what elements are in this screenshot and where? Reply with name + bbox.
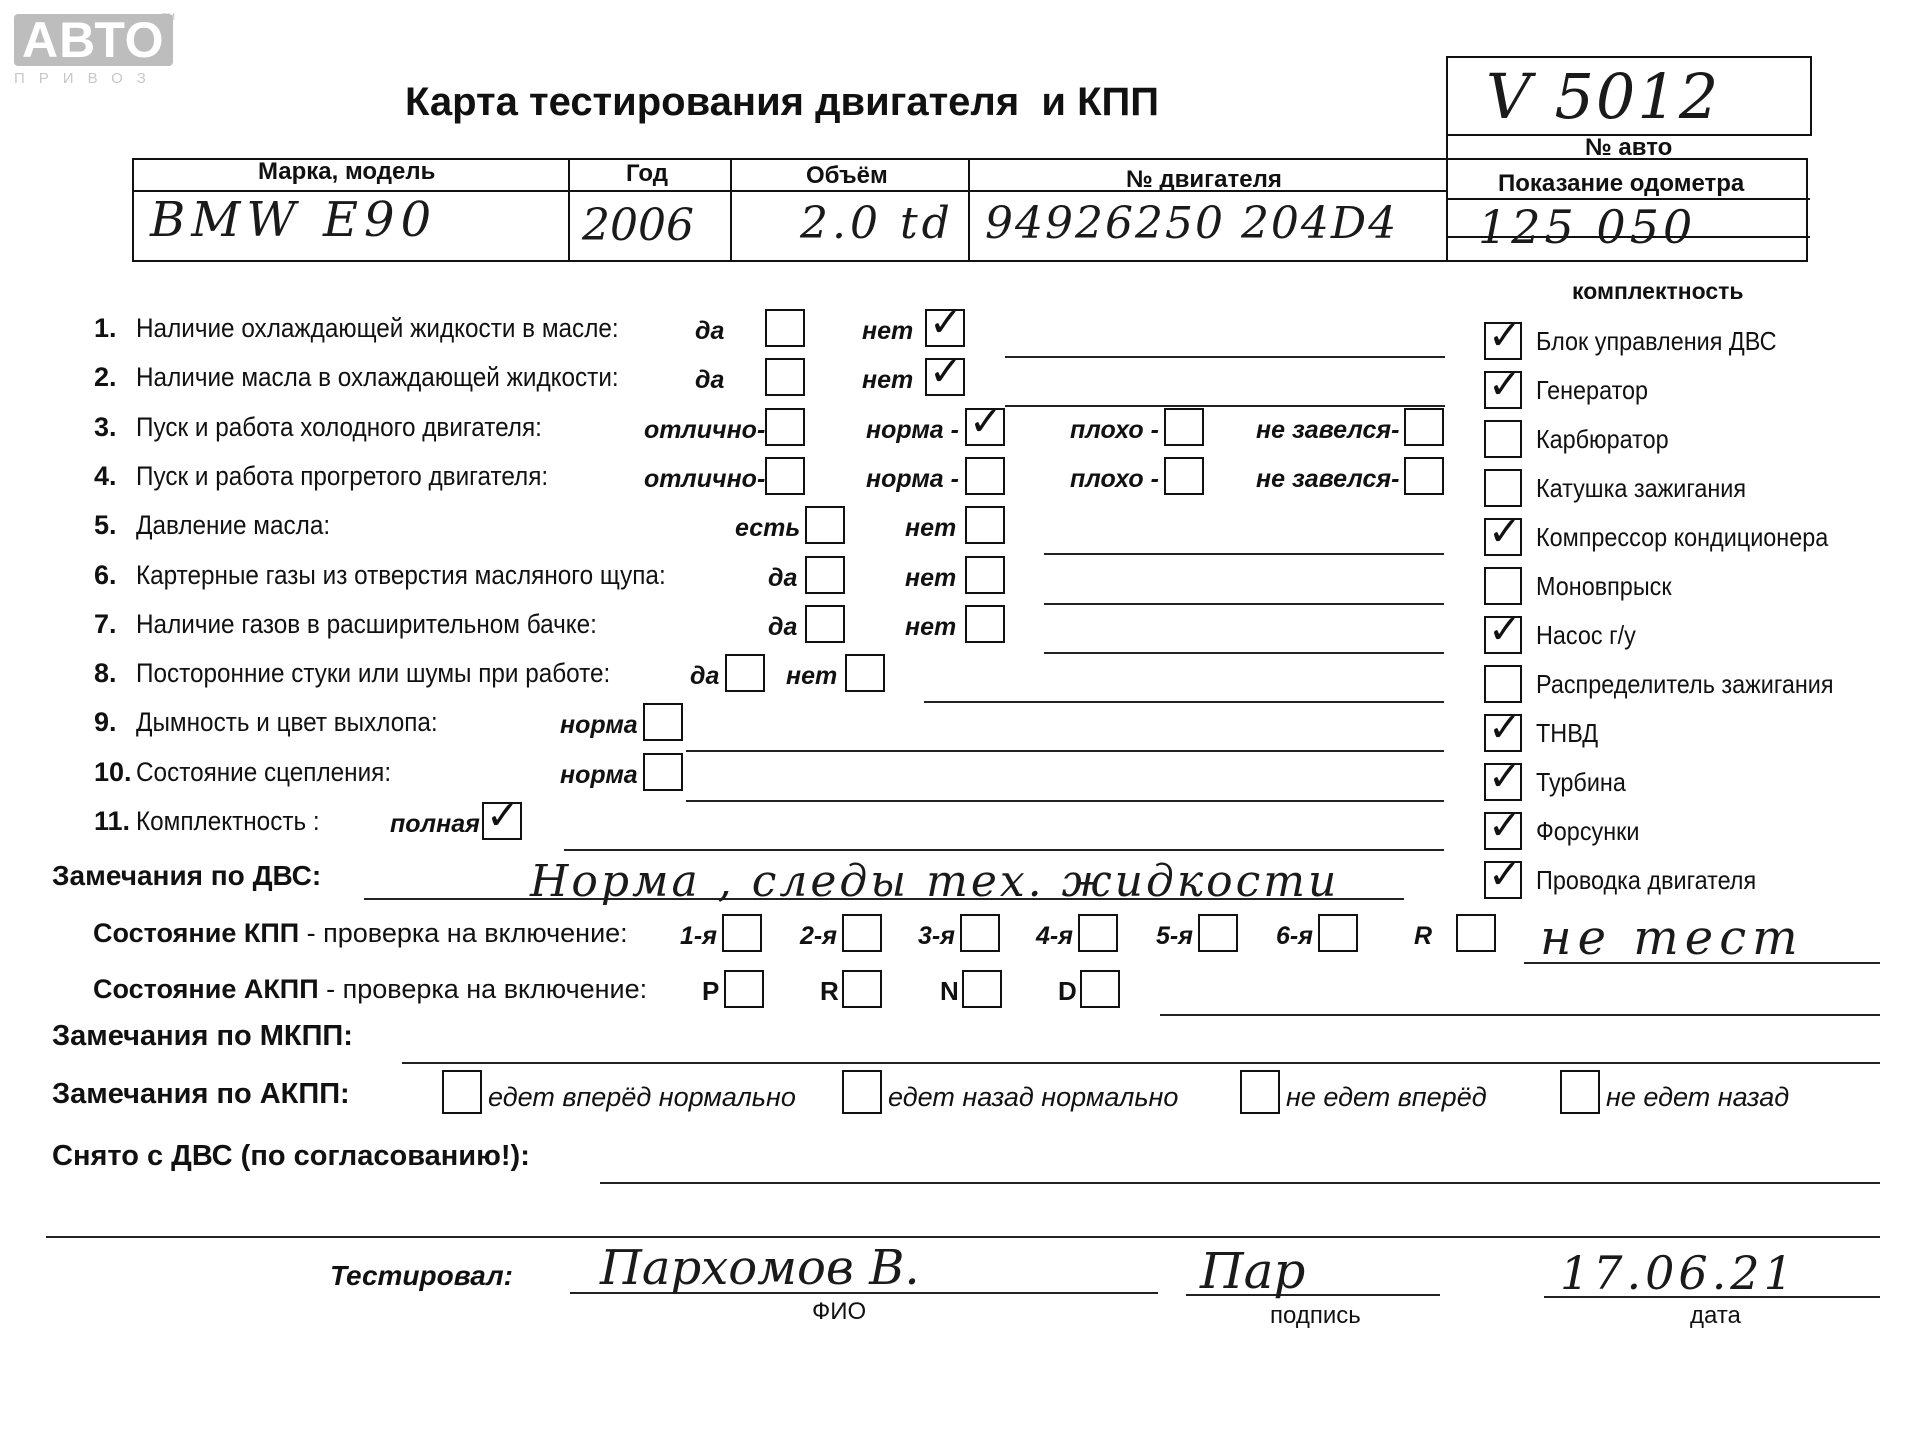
akpp-remark-label: не едет вперёд bbox=[1286, 1082, 1487, 1112]
option-checkbox[interactable] bbox=[765, 309, 805, 347]
logo bbox=[14, 14, 173, 87]
option-label: норма - bbox=[866, 465, 959, 493]
mode-checkbox[interactable] bbox=[1080, 970, 1120, 1008]
check-mark-icon: ✓ bbox=[1488, 313, 1522, 359]
option-checkbox[interactable] bbox=[765, 358, 805, 396]
akpp-remark-checkbox[interactable] bbox=[842, 1070, 882, 1114]
option-checkbox[interactable] bbox=[1404, 457, 1444, 495]
date-caption: дата bbox=[1690, 1302, 1741, 1329]
kit-item-label: Катушка зажигания bbox=[1536, 473, 1747, 503]
kit-item-label: Моновпрыск bbox=[1536, 571, 1672, 601]
gear-label: R bbox=[1414, 922, 1433, 950]
engine-remarks-value[interactable]: Норма , следы тех. жидкости bbox=[530, 856, 1340, 907]
kit-item-label: Карбюратор bbox=[1536, 424, 1669, 454]
check-mark-icon: ✓ bbox=[1488, 362, 1522, 408]
tester-name[interactable]: Пархомов В. bbox=[600, 1240, 920, 1296]
signature-caption: подпись bbox=[1270, 1302, 1361, 1329]
check-mark-icon: ✓ bbox=[929, 349, 963, 395]
mode-label: P bbox=[702, 976, 720, 1006]
option-checkbox[interactable] bbox=[1404, 408, 1444, 446]
question-number: 3. bbox=[94, 412, 117, 442]
option-checkbox[interactable] bbox=[1164, 408, 1204, 446]
option-checkbox[interactable] bbox=[765, 408, 805, 446]
kit-checkbox[interactable] bbox=[1484, 803, 1522, 850]
question-text: Наличие охлаждающей жидкости в масле: bbox=[136, 313, 619, 343]
option-label: отлично- bbox=[644, 465, 766, 493]
question-number: 10. bbox=[94, 757, 132, 787]
question-number: 5. bbox=[94, 510, 117, 540]
question-text: Дымность и цвет выхлопа: bbox=[136, 707, 438, 737]
akpp-remark-label: едет вперёд нормально bbox=[488, 1082, 796, 1112]
akpp-remark-checkbox[interactable] bbox=[1240, 1070, 1280, 1114]
kit-checkbox[interactable] bbox=[1484, 754, 1522, 801]
kit-item-label: Турбина bbox=[1536, 767, 1626, 797]
question-text: Состояние сцепления: bbox=[136, 757, 392, 787]
kpp-label: Состояние КПП - проверка на включение: bbox=[93, 918, 628, 948]
option-label: нет bbox=[905, 564, 957, 592]
kit-checkbox[interactable] bbox=[1484, 362, 1522, 409]
option-label: да bbox=[695, 366, 725, 394]
option-checkbox[interactable] bbox=[965, 506, 1005, 544]
mode-checkbox[interactable] bbox=[724, 970, 764, 1008]
option-label: да bbox=[768, 564, 798, 592]
check-mark-icon: ✓ bbox=[1488, 705, 1522, 751]
option-checkbox[interactable] bbox=[765, 457, 805, 495]
mode-label: D bbox=[1058, 976, 1077, 1006]
gear-label: 4-я bbox=[1036, 922, 1073, 950]
logo-tm: TM bbox=[162, 12, 175, 22]
header-volume: Объём bbox=[806, 162, 888, 189]
akpp-remark-checkbox[interactable] bbox=[1560, 1070, 1600, 1114]
kit-item-label: Насос г/у bbox=[1536, 620, 1636, 650]
check-mark-icon: ✓ bbox=[969, 399, 1003, 445]
kit-checkbox[interactable] bbox=[1484, 705, 1522, 752]
option-checkbox[interactable] bbox=[643, 753, 683, 791]
kit-item-label: ТНВД bbox=[1536, 718, 1599, 748]
option-label: норма - bbox=[866, 416, 959, 444]
engine-remarks-label: Замечания по ДВС: bbox=[52, 860, 322, 891]
kit-checkbox[interactable] bbox=[1484, 567, 1522, 605]
tested-label: Тестировал: bbox=[330, 1260, 513, 1291]
kpp-note[interactable]: не тест bbox=[1540, 910, 1804, 966]
gear-checkbox[interactable] bbox=[960, 914, 1000, 952]
check-mark-icon: ✓ bbox=[1488, 754, 1522, 800]
question-number: 2. bbox=[94, 362, 117, 392]
option-label: полная bbox=[390, 810, 480, 838]
option-label: нет bbox=[905, 514, 957, 542]
question-number: 1. bbox=[94, 313, 117, 343]
akpp-remark-label: не едет назад bbox=[1606, 1082, 1790, 1112]
kit-item-label: Блок управления ДВС bbox=[1536, 326, 1777, 356]
option-checkbox[interactable] bbox=[805, 605, 845, 643]
gear-checkbox[interactable] bbox=[1318, 914, 1358, 952]
check-mark-icon: ✓ bbox=[929, 300, 963, 346]
option-label: плохо - bbox=[1070, 416, 1159, 444]
question-number: 4. bbox=[94, 461, 117, 491]
volume-value: 2.0 td bbox=[800, 198, 954, 249]
option-checkbox[interactable] bbox=[965, 399, 1005, 446]
option-label: норма bbox=[560, 761, 638, 789]
mkpp-remarks-label: Замечания по МКПП: bbox=[52, 1020, 353, 1052]
option-label: нет bbox=[905, 613, 957, 641]
mode-checkbox[interactable] bbox=[962, 970, 1002, 1008]
option-checkbox[interactable] bbox=[643, 703, 683, 741]
year-value: 2006 bbox=[582, 200, 694, 251]
logo-text: АВТО bbox=[14, 14, 173, 66]
question-text: Давление масла: bbox=[136, 510, 331, 540]
option-label: нет bbox=[862, 366, 914, 394]
akpp-remarks-label: Замечания по АКПП: bbox=[52, 1078, 350, 1110]
option-label: нет bbox=[786, 662, 838, 690]
car-number-value: V 5012 bbox=[1486, 60, 1721, 133]
option-label: норма bbox=[560, 711, 638, 739]
question-text: Наличие масла в охлаждающей жидкости: bbox=[136, 362, 619, 392]
question-text: Пуск и работа прогретого двигателя: bbox=[136, 461, 549, 491]
question-text: Комплектность : bbox=[136, 806, 320, 836]
check-mark-icon: ✓ bbox=[486, 793, 520, 839]
kit-item-label: Компрессор кондиционера bbox=[1536, 522, 1829, 552]
question-text: Картерные газы из отверстия масляного щупа: bbox=[136, 560, 666, 590]
kit-item-label: Форсунки bbox=[1536, 816, 1640, 846]
option-label: да bbox=[690, 662, 720, 690]
page-title: Карта тестирования двигателя и КПП bbox=[405, 80, 1160, 124]
kit-checkbox[interactable] bbox=[1484, 469, 1522, 507]
engine-no-value: 94926250 204D4 bbox=[985, 198, 1399, 249]
akpp-label: Состояние АКПП - проверка на включение: bbox=[93, 974, 648, 1004]
option-label: не завелся- bbox=[1256, 465, 1400, 493]
kit-checkbox[interactable] bbox=[1484, 313, 1522, 360]
question-number: 8. bbox=[94, 658, 117, 688]
header-engine-no: № двигателя bbox=[1126, 166, 1282, 193]
option-checkbox[interactable] bbox=[845, 654, 885, 692]
mode-label: N bbox=[940, 976, 959, 1006]
gear-checkbox[interactable] bbox=[722, 914, 762, 952]
kit-checkbox[interactable] bbox=[1484, 665, 1522, 703]
kit-checkbox[interactable] bbox=[1484, 420, 1522, 458]
gear-label: 2-я bbox=[800, 922, 837, 950]
gear-label: 1-я bbox=[680, 922, 717, 950]
gear-checkbox[interactable] bbox=[1198, 914, 1238, 952]
akpp-remark-checkbox[interactable] bbox=[442, 1070, 482, 1114]
gear-checkbox[interactable] bbox=[1078, 914, 1118, 952]
car-number-label: № авто bbox=[1585, 134, 1673, 161]
header-year: Год bbox=[626, 160, 668, 187]
question-text: Наличие газов в расширительном бачке: bbox=[136, 609, 597, 639]
check-mark-icon: ✓ bbox=[1488, 803, 1522, 849]
option-label: да bbox=[695, 317, 725, 345]
option-checkbox[interactable] bbox=[725, 654, 765, 692]
logo-subtext: ПРИВОЗ bbox=[14, 70, 160, 87]
option-checkbox[interactable] bbox=[1164, 457, 1204, 495]
option-checkbox[interactable] bbox=[925, 300, 965, 347]
mode-checkbox[interactable] bbox=[842, 970, 882, 1008]
option-checkbox[interactable] bbox=[965, 556, 1005, 594]
kit-item-label: Генератор bbox=[1536, 375, 1649, 405]
option-label: не завелся- bbox=[1256, 416, 1400, 444]
question-number: 11. bbox=[94, 806, 131, 836]
option-checkbox[interactable] bbox=[805, 556, 845, 594]
gear-checkbox[interactable] bbox=[842, 914, 882, 952]
signature[interactable]: Пар bbox=[1200, 1242, 1306, 1300]
question-text: Посторонние стуки или шумы при работе: bbox=[136, 658, 611, 688]
header-model: Марка, модель bbox=[258, 158, 436, 185]
option-label: отлично- bbox=[644, 416, 766, 444]
check-mark-icon: ✓ bbox=[1488, 607, 1522, 653]
option-checkbox[interactable] bbox=[805, 506, 845, 544]
option-label: нет bbox=[862, 317, 914, 345]
akpp-remark-label: едет назад нормально bbox=[888, 1082, 1179, 1112]
kit-checkbox[interactable] bbox=[1484, 607, 1522, 654]
kit-item-label: Распределитель зажигания bbox=[1536, 669, 1834, 699]
kit-item-label: Проводка двигателя bbox=[1536, 865, 1757, 895]
question-text: Пуск и работа холодного двигателя: bbox=[136, 412, 542, 442]
odometer-value: 125 050 bbox=[1478, 200, 1697, 254]
question-number: 9. bbox=[94, 707, 117, 737]
option-label: да bbox=[768, 613, 798, 641]
gear-label: 5-я bbox=[1156, 922, 1193, 950]
option-checkbox[interactable] bbox=[965, 605, 1005, 643]
option-checkbox[interactable] bbox=[925, 349, 965, 396]
kit-checkbox[interactable] bbox=[1484, 852, 1522, 899]
option-checkbox[interactable] bbox=[965, 457, 1005, 495]
gear-checkbox[interactable] bbox=[1456, 914, 1496, 952]
option-label: есть bbox=[735, 514, 801, 542]
check-mark-icon: ✓ bbox=[1488, 509, 1522, 555]
header-odometer: Показание одометра bbox=[1498, 170, 1745, 197]
kit-title: комплектность bbox=[1572, 278, 1744, 304]
option-checkbox[interactable] bbox=[482, 793, 522, 840]
mode-label: R bbox=[820, 976, 839, 1006]
test-date[interactable]: 17.06.21 bbox=[1560, 1246, 1797, 1300]
gear-label: 6-я bbox=[1276, 922, 1313, 950]
check-mark-icon: ✓ bbox=[1488, 852, 1522, 898]
kit-checkbox[interactable] bbox=[1484, 509, 1522, 556]
option-label: плохо - bbox=[1070, 465, 1159, 493]
fio-caption: ФИО bbox=[812, 1298, 867, 1325]
removed-label: Снято с ДВС (по согласованию!): bbox=[52, 1140, 530, 1172]
question-number: 6. bbox=[94, 560, 117, 590]
question-number: 7. bbox=[94, 609, 117, 639]
model-value: BMW E90 bbox=[150, 192, 438, 248]
gear-label: 3-я bbox=[918, 922, 955, 950]
